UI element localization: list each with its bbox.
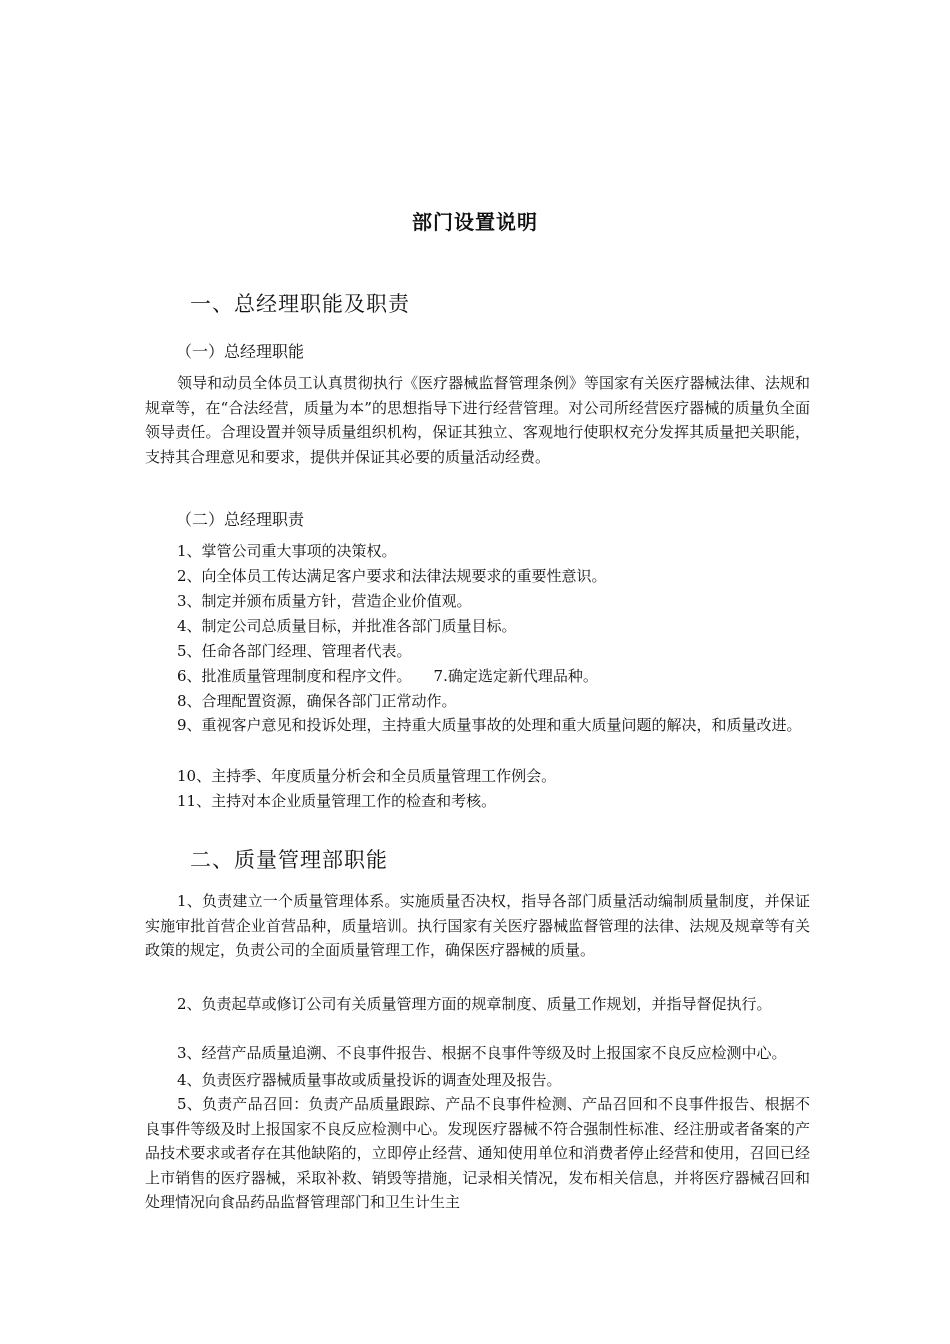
- gm-function-paragraph: 领导和动员全体员工认真贯彻执行《医疗器械监督管理条例》等国家有关医疗器械法律、法规和规章等，在“合法经营，质量为本”的思想指导下进行经营管理。对公司所经营医疗器械的质量负全面领导责任。合理设置并领导质量组织机构，保证其独立、客观地行使职权充分发挥其质量把关职能，支持其合理意见和要求，提供并保证其必要的质量活动经费。: [145, 374, 810, 466]
- section-2-heading: 二、质量管理部职能: [190, 848, 388, 872]
- duty-item-6-line: [177, 665, 598, 686]
- duty-item-1: 1、掌管公司重大事项的决策权。: [177, 542, 397, 560]
- subsection-2-heading: （二）总经理职责: [176, 510, 305, 529]
- qm-paragraph-4: 4、负责医疗器械质量事故或质量投诉的调查处理及报告。: [177, 1071, 562, 1089]
- document-title: 部门设置说明: [412, 210, 538, 234]
- duty-item-2: 2、向全体员工传达满足客户要求和法律法规要求的重要性意识。: [177, 567, 607, 585]
- section-1-heading: 一、总经理职能及职责: [190, 292, 410, 316]
- duty-item-5: 5、任命各部门经理、管理者代表。: [177, 642, 412, 660]
- duty-item-3: 3、制定并颁布质量方针，营造企业价值观。: [177, 592, 472, 610]
- qm-paragraph-3: 3、经营产品质量追溯、不良事件报告、根据不良事件等级及时上报国家不良反应检测中心。: [177, 1044, 787, 1062]
- duty-item-10: 10、主持季、年度质量分析会和全员质量管理工作例会。: [177, 767, 557, 785]
- qm-paragraph-5: 5、负责产品召回：负责产品质量跟踪、产品不良事件检测、产品召回和不良事件报告、根据不良事件等级及时上报国家不良反应检测中心。发现医疗器械不符合强制性标准、经注册或者备案的产品技术要求或者存在其他缺陷的，立即停止经营、通知使用单位和消费者停止经营和使用，召回已经上市销售的医疗器械，采取补救、销毁等措施，记录相关情况，发布相关信息，并将医疗器械召回和处理情况向食品药品监督管理部门和卫生计生主: [145, 1095, 810, 1211]
- duty-item-6: 6、批准质量管理制度和程序文件。: [177, 667, 412, 685]
- qm-paragraph-1: 1、负责建立一个质量管理体系。实施质量否决权，指导各部门质量活动编制质量制度，并保证实施审批首营企业首营品种，质量培训。执行国家有关医疗器械监督管理的法律、法规及规章等有关政策的规定，负责公司的全面质量管理工作，确保医疗器械的质量。: [145, 892, 810, 959]
- duty-item-9: 9、重视客户意见和投诉处理，主持重大质量事故的处理和重大质量问题的解决，和质量改进。: [177, 716, 802, 734]
- duty-item-4: 4、制定公司总质量目标，并批准各部门质量目标。: [177, 617, 517, 635]
- duty-item-7: 7.确定选定新代理品种。: [433, 667, 598, 685]
- duty-item-8: 8、合理配置资源，确保各部门正常动作。: [177, 692, 457, 710]
- qm-paragraph-2: 2、负责起草或修订公司有关质量管理方面的规章制度、质量工作规划，并指导督促执行。: [177, 995, 772, 1013]
- subsection-1-heading: （一）总经理职能: [176, 342, 305, 361]
- duty-item-11: 11、主持对本企业质量管理工作的检查和考核。: [177, 792, 497, 810]
